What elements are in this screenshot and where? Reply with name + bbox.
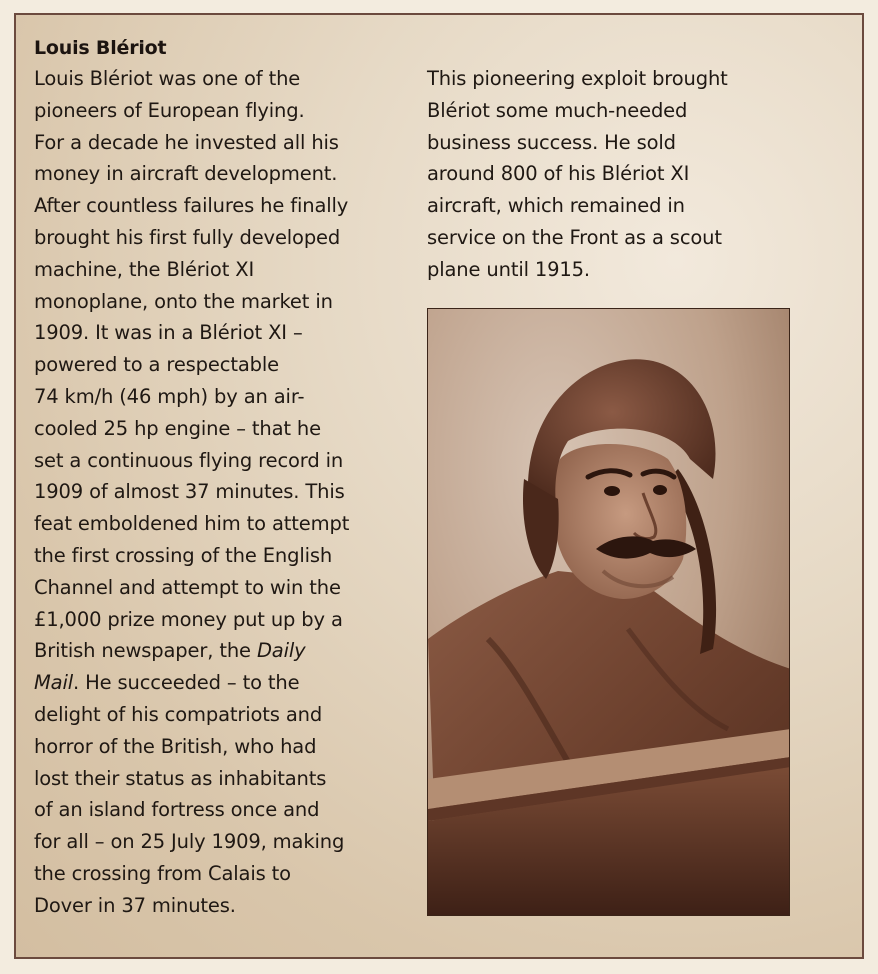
text-line: delight of his compatriots and <box>34 702 323 726</box>
text-line: machine, the Blériot XI <box>34 257 255 281</box>
text-line: set a continuous flying record in <box>34 448 344 472</box>
text-line: powered to a respectable <box>34 353 279 377</box>
portrait-illustration <box>428 309 790 916</box>
text-line: the first crossing of the English <box>34 543 333 567</box>
text-line: feat emboldened him to attempt <box>34 512 350 536</box>
text-line: Blériot some much-needed <box>427 98 688 122</box>
text-line: plane until 1915. <box>427 257 590 281</box>
text-line: the crossing from Calais to <box>34 861 291 885</box>
text-line: service on the Front as a scout <box>427 225 722 249</box>
text-line: lost their status as inhabitants <box>34 766 327 790</box>
right-column <box>427 63 807 286</box>
text-line: £1,000 prize money put up by a <box>34 607 343 631</box>
text-line: Channel and attempt to win the <box>34 575 341 599</box>
text-line: 1909. It was in a Blériot XI – <box>34 321 303 345</box>
text-line: pioneers of European flying. <box>34 98 305 122</box>
text-segment: . He succeeded – to the <box>73 671 300 695</box>
text-segment: British newspaper, the <box>34 639 257 663</box>
text-line: monoplane, onto the market in <box>34 289 333 313</box>
eye <box>653 485 667 495</box>
text-line: aircraft, which remained in <box>427 194 685 218</box>
text-line: After countless failures he finally <box>34 194 349 218</box>
text-line: brought his first fully developed <box>34 225 341 249</box>
text-line: for all – on 25 July 1909, making <box>34 830 345 854</box>
text-line: Dover in 37 minutes. <box>34 893 236 917</box>
text-line: money in aircraft development. <box>34 162 338 186</box>
text-line: cooled 25 hp engine – that he <box>34 416 321 440</box>
text-line-mail <box>34 667 414 699</box>
text-line: around 800 of his Blériot XI <box>427 162 690 186</box>
text-line: 1909 of almost 37 minutes. This <box>34 480 345 504</box>
portrait-photo <box>427 308 790 916</box>
text-line: This pioneering exploit brought <box>427 67 728 90</box>
italic-newspaper-name: Mail <box>34 671 74 695</box>
article-title: Louis Blériot <box>34 37 167 59</box>
text-line: business success. He sold <box>427 130 676 154</box>
text-line: Louis Blériot was one of the <box>34 67 301 90</box>
text-line: For a decade he invested all his <box>34 130 339 154</box>
text-line-daily <box>34 635 414 667</box>
text-line: horror of the British, who had <box>34 734 317 758</box>
text-line: of an island fortress once and <box>34 798 320 822</box>
left-column <box>34 63 414 922</box>
italic-newspaper-name: Daily <box>256 639 306 663</box>
text-line: 74 km/h (46 mph) by an air- <box>34 384 305 408</box>
eye <box>604 486 620 496</box>
